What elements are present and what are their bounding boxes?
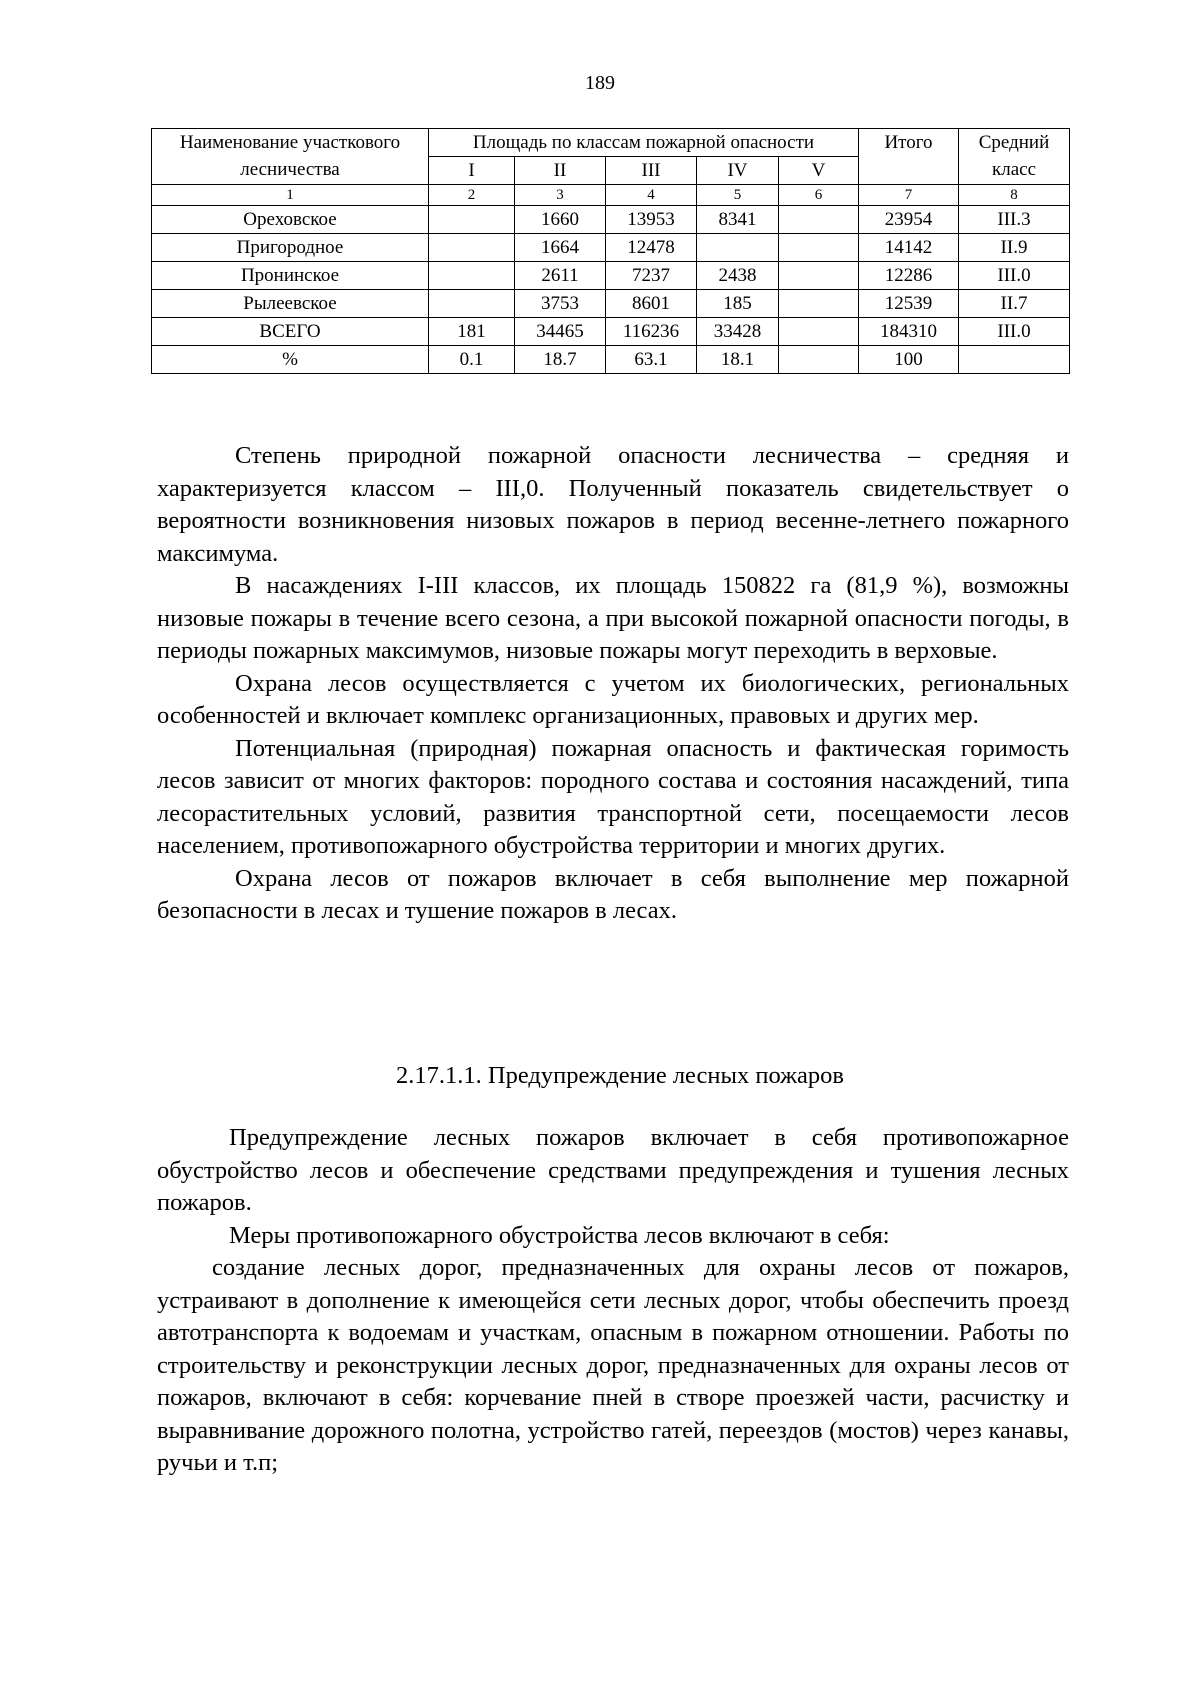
table-cell: 8601	[606, 290, 697, 318]
header-area-group: Площадь по классам пожарной опасности	[429, 129, 859, 157]
table-cell	[959, 346, 1070, 374]
table-cell: 100	[859, 346, 959, 374]
table-row	[152, 318, 1070, 346]
page-number: 189	[585, 72, 615, 94]
table-row	[152, 290, 1070, 318]
column-number: 2	[429, 185, 515, 206]
table-cell	[697, 234, 779, 262]
table-cell: II.7	[959, 290, 1070, 318]
column-number: 3	[515, 185, 606, 206]
header-class: I	[429, 157, 515, 185]
paragraph: Охрана лесов осуществляется с учетом их биологических, региональных особенностей и включает комплекс организационных, правовых и других мер.	[157, 669, 1069, 729]
table-row-name-cell: Ореховское	[152, 206, 429, 234]
paragraph: В насаждениях I-III классов, их площадь 150822 га (81,9 %), возможны низовые пожары в течение всего сезона, а при высокой пожарной опасности погоды, в периоды пожарных максимумов, низовые пожары могут переходить в верховые.	[157, 572, 1069, 664]
header-class: II	[515, 157, 606, 185]
table-cell: 2611	[515, 262, 606, 290]
body-text	[157, 440, 1069, 928]
table-row	[152, 262, 1070, 290]
table-cell: 63.1	[606, 346, 697, 374]
table-cell: 14142	[859, 234, 959, 262]
table-cell: II.9	[959, 234, 1070, 262]
table-cell	[779, 346, 859, 374]
table-cell	[429, 290, 515, 318]
table-cell: 1664	[515, 234, 606, 262]
table-row-name-cell: Пригородное	[152, 234, 429, 262]
table-cell	[429, 262, 515, 290]
table-row-name-cell: %	[152, 346, 429, 374]
header-class: IV	[697, 157, 779, 185]
table-cell	[779, 262, 859, 290]
table-cell: 18.7	[515, 346, 606, 374]
table-cell: 0.1	[429, 346, 515, 374]
table-cell: 184310	[859, 318, 959, 346]
table-cell	[779, 290, 859, 318]
table-row-name-cell: ВСЕГО	[152, 318, 429, 346]
table-cell	[779, 206, 859, 234]
table-cell: 12539	[859, 290, 959, 318]
table-cell: 7237	[606, 262, 697, 290]
list-item-paragraph: создание лесных дорог, предназначенных для охраны лесов от пожаров, устраивают в дополнение к имеющейся сети лесных дорог, чтобы обеспечить проезд автотранспорта к водоемам и участкам, опасным в пожарном отношении. Работы по строительству и реконструкции лесных дорог, предназначенных для охраны лесов от пожаров, включают в себя: корчевание пней в створе проезжей части, расчистку и выравнивание дорожного полотна, устройство гатей, переездов (мостов) через канавы, ручьи и т.п;	[157, 1254, 1069, 1476]
paragraph: Предупреждение лесных пожаров включает в себя противопожарное обустройство лесов и обеспечение средствами предупреждения и тушения лесных пожаров.	[157, 1124, 1069, 1216]
column-number: 5	[697, 185, 779, 206]
table-row	[152, 346, 1070, 374]
table-cell: 1660	[515, 206, 606, 234]
section-body-text	[157, 1122, 1069, 1480]
table-cell: III.0	[959, 318, 1070, 346]
fire-danger-table	[151, 128, 1070, 374]
table-row-name-cell: Пронинское	[152, 262, 429, 290]
paragraph: Потенциальная (природная) пожарная опасность и фактическая горимость лесов зависит от многих факторов: породного состава и состояния насаждений, типа лесорастительных условий, развития транспортной сети, посещаемости лесов населением, противопожарного обустройства территории и многих других.	[157, 734, 1069, 859]
table-cell: 34465	[515, 318, 606, 346]
table-cell: 18.1	[697, 346, 779, 374]
table-row-name-cell: Рылеевское	[152, 290, 429, 318]
column-number-row	[152, 185, 1070, 206]
table-cell: 13953	[606, 206, 697, 234]
table-cell	[429, 206, 515, 234]
table-row	[152, 206, 1070, 234]
table-row	[152, 234, 1070, 262]
table-cell: III.3	[959, 206, 1070, 234]
table-cell: 8341	[697, 206, 779, 234]
paragraph: Охрана лесов от пожаров включает в себя выполнение мер пожарной безопасности в лесах и тушение пожаров в лесах.	[157, 864, 1069, 924]
table-body	[152, 206, 1070, 374]
table-cell: 23954	[859, 206, 959, 234]
header-class: III	[606, 157, 697, 185]
table-cell: 3753	[515, 290, 606, 318]
table-cell: 33428	[697, 318, 779, 346]
header-class: V	[779, 157, 859, 185]
column-number: 4	[606, 185, 697, 206]
table-cell	[779, 234, 859, 262]
table-cell: 116236	[606, 318, 697, 346]
column-number: 1	[152, 185, 429, 206]
section-heading: 2.17.1.1. Предупреждение лесных пожаров	[396, 1062, 844, 1089]
paragraph: Степень природной пожарной опасности лесничества – средняя и характеризуется классом – III,0. Полученный показатель свидетельствует о вероятности возникновения низовых пожаров в период весенне-летнего пожарного максимума.	[157, 442, 1069, 567]
header-name: Наименование участкового лесничества	[152, 129, 429, 185]
table-cell: 12478	[606, 234, 697, 262]
table-cell	[779, 318, 859, 346]
table-cell: 12286	[859, 262, 959, 290]
column-number: 6	[779, 185, 859, 206]
header-total: Итого	[859, 129, 959, 185]
column-number: 7	[859, 185, 959, 206]
table-cell: 2438	[697, 262, 779, 290]
table-cell: III.0	[959, 262, 1070, 290]
table-cell	[429, 234, 515, 262]
table-cell: 185	[697, 290, 779, 318]
column-number: 8	[959, 185, 1070, 206]
header-avg-class: Средний класс	[959, 129, 1070, 185]
table-cell: 181	[429, 318, 515, 346]
paragraph: Меры противопожарного обустройства лесов включают в себя:	[229, 1221, 890, 1249]
